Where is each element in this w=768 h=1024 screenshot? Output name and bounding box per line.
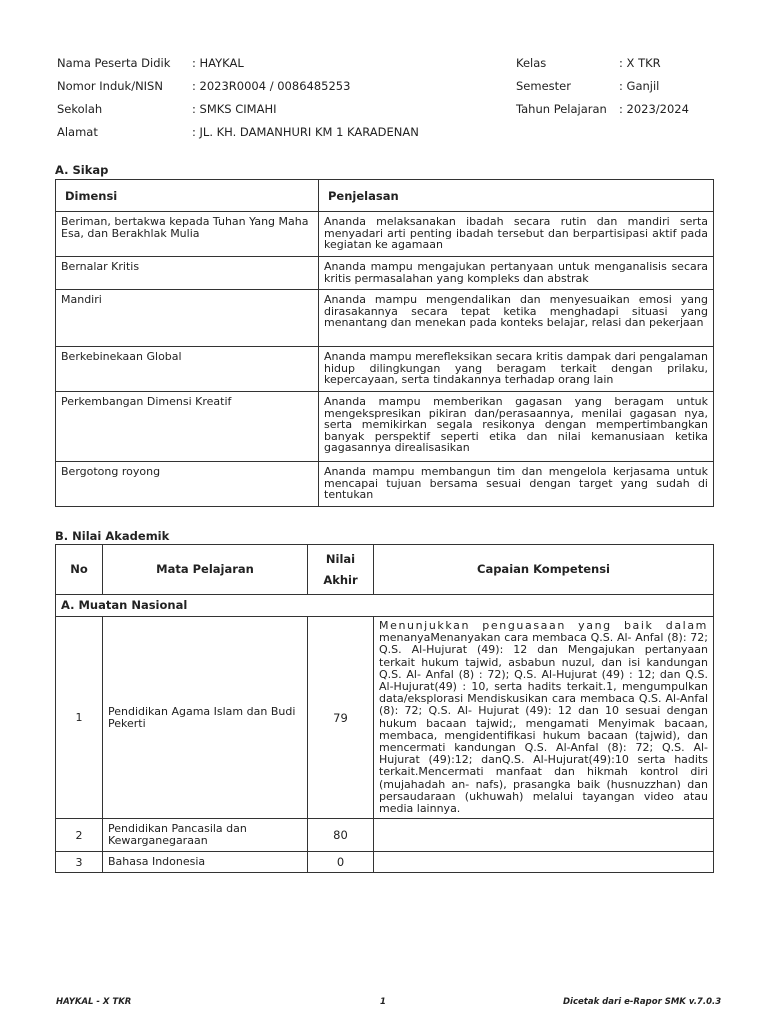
table-row xyxy=(56,290,714,347)
section-nilai-title: B. Nilai Akademik xyxy=(55,529,170,543)
row-number: 1 xyxy=(56,617,103,819)
competency-description xyxy=(374,617,714,819)
table-row xyxy=(56,852,714,873)
footer-student: HAYKAL - X TKR xyxy=(56,997,132,1007)
dimensi-cell: Berkebinekaan Global xyxy=(56,347,319,392)
penjelasan-cell: Ananda mampu mengendalikan dan menyesuaikan emosi yang dirasakannya secara tepat ketika menghadapi situasi yang menantang dan menekan pada konteks belajar, relasi dan pekerjaan xyxy=(319,290,714,347)
capaian-header: Capaian Kompetensi xyxy=(374,545,714,595)
dimensi-cell: Beriman, bertakwa kepada Tuhan Yang Maha Esa, dan Berakhlak Mulia xyxy=(56,212,319,257)
table-row xyxy=(56,819,714,852)
school-value: : SMKS CIMAHI xyxy=(192,102,277,116)
class-label: Kelas xyxy=(516,56,547,70)
identity-row-4 xyxy=(57,123,717,146)
table-row xyxy=(56,392,714,462)
sikap-header-row xyxy=(56,180,714,212)
table-row xyxy=(56,617,714,819)
penjelasan-header: Penjelasan xyxy=(319,180,714,212)
student-name-value: : HAYKAL xyxy=(192,56,244,70)
competency-rest: menanyaMenanyakan cara membaca Q.S. Al- Anfal (8): 72; Q.S. Al-Hujurat (49): 12 dan Mengajukan pertanyaan terkait hukum tajwid, asbabun nuzul, dan isi kandungan Q.S. Al- Anfal (8) : 72); Q.S. Al-Hujurat (49) : 12; dan Q.S. Al-Hujurat(49) : 10, serta hadits terkait.1, mengumpulkan data/eksplorasi Mendiskusikan cara membaca Q.S. Al-Anfal (8): 72; Q.S. Al- Hujurat (49): 12 dan 10 sesuai dengan hukum bacaan tajwid;, mengamati Menyimak bacaan, membaca, mengidentifikasi hukum bacaan (tajwid), dan mencermati kandungan Q.S. Al-Anfal (8): 72; Q.S. Al-Hujurat (49):12; danQ.S. Al-Hujurat(49):10 serta hadits terkait.Mencermati manfaat dan hikmah kontrol diri (mujahadah an- nafs), prasangka baik (husnuzzhan) dan persaudaraan (ukhuwah) melalui tayangan video atau media lainnya. xyxy=(379,631,708,816)
competency-description xyxy=(374,819,714,852)
section-sikap-title: A. Sikap xyxy=(55,163,109,177)
semester-label: Semester xyxy=(516,79,571,93)
competency-first-line: Menunjukkan penguasaan yang baik dalam xyxy=(379,619,708,632)
student-name-label: Nama Peserta Didik xyxy=(57,56,171,70)
subject-name: Pendidikan Agama Islam dan Budi Pekerti xyxy=(103,617,308,819)
school-label: Sekolah xyxy=(57,102,103,116)
muatan-nasional-label: A. Muatan Nasional xyxy=(56,595,714,617)
penjelasan-cell: Ananda mampu membangun tim dan mengelola kerjasama untuk mencapai tujuan bersama sesuai dengan target yang sudah di tentukan xyxy=(319,462,714,507)
semester-value: : Ganjil xyxy=(619,79,660,93)
subject-name: Pendidikan Pancasila dan Kewarganegaraan xyxy=(103,819,308,852)
penjelasan-cell: Ananda melaksanakan ibadah secara rutin dan mandiri serta menyadari arti penting ibadah tersebut dan berpartisipasi aktif pada kegiatan ke agamaan xyxy=(319,212,714,257)
table-row xyxy=(56,212,714,257)
subject-name: Bahasa Indonesia xyxy=(103,852,308,873)
dimensi-cell: Bergotong royong xyxy=(56,462,319,507)
group-row xyxy=(56,595,714,617)
dimensi-cell: Mandiri xyxy=(56,290,319,347)
identity-row-3 xyxy=(57,100,717,123)
penjelasan-cell: Ananda mampu memberikan gagasan yang beragam untuk mengekspresikan pikiran dan/perasaannya, menilai gagasan nya, serta memikirkan segala resikonya dengan mempertimbangkan banyak perspektif seperti etika dan nilai kemanusiaan ketika gagasannya direalisasikan xyxy=(319,392,714,462)
row-number: 3 xyxy=(56,852,103,873)
nisn-label: Nomor Induk/NISN xyxy=(57,79,163,93)
address-label: Alamat xyxy=(57,125,98,139)
nilai-akhir-header: Nilai Akhir xyxy=(308,545,374,595)
academic-year-value: : 2023/2024 xyxy=(619,102,689,116)
penjelasan-cell: Ananda mampu merefleksikan secara kritis dampak dari pengalaman hidup dilingkungan yang beragam terkait dengan prilaku, kepercayaan, serta tindakannya terhadap orang lain xyxy=(319,347,714,392)
class-value: : X TKR xyxy=(619,56,661,70)
table-row xyxy=(56,347,714,392)
no-header: No xyxy=(56,545,103,595)
mapel-header: Mata Pelajaran xyxy=(103,545,308,595)
identity-row-2 xyxy=(57,77,717,100)
competency-description xyxy=(374,852,714,873)
final-score: 79 xyxy=(308,617,374,819)
dimensi-header: Dimensi xyxy=(56,180,319,212)
academic-year-label: Tahun Pelajaran xyxy=(516,102,607,116)
footer-page-number: 1 xyxy=(380,997,386,1007)
penjelasan-cell: Ananda mampu mengajukan pertanyaan untuk menganalisis secara kritis permasalahan yang kompleks dan abstrak xyxy=(319,257,714,290)
address-value: : JL. KH. DAMANHURI KM 1 KARADENAN xyxy=(192,125,419,139)
row-number: 2 xyxy=(56,819,103,852)
table-row xyxy=(56,462,714,507)
table-row xyxy=(56,257,714,290)
dimensi-cell: Bernalar Kritis xyxy=(56,257,319,290)
final-score: 0 xyxy=(308,852,374,873)
identity-row-1 xyxy=(57,54,717,77)
nisn-value: : 2023R0004 / 0086485253 xyxy=(192,79,351,93)
nilai-akademik-table xyxy=(55,544,714,873)
final-score: 80 xyxy=(308,819,374,852)
nilai-header-row xyxy=(56,545,714,595)
dimensi-cell: Perkembangan Dimensi Kreatif xyxy=(56,392,319,462)
footer-printed-by: Dicetak dari e-Rapor SMK v.7.0.3 xyxy=(563,997,722,1007)
student-identity xyxy=(57,54,717,146)
sikap-table xyxy=(55,179,714,507)
